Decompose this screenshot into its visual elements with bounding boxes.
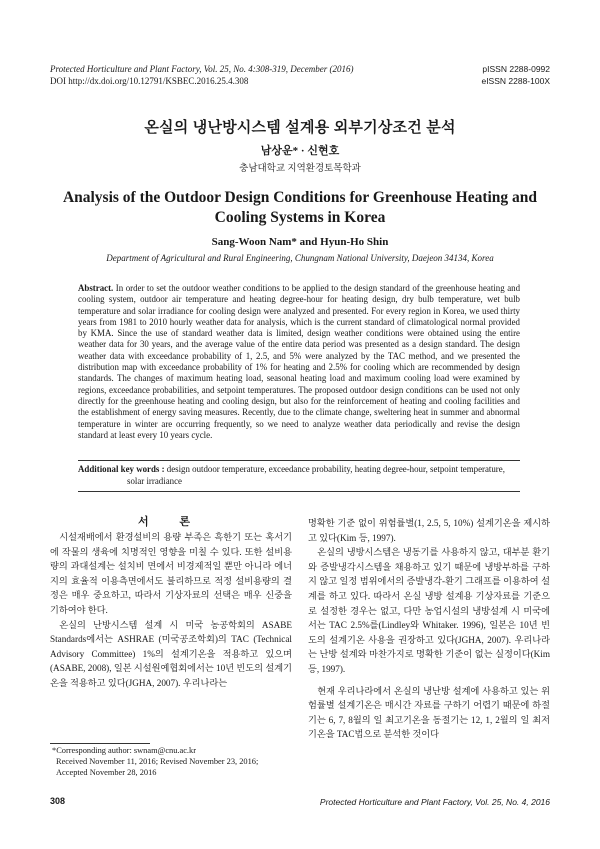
- keywords-line2: solar irradiance: [127, 475, 182, 486]
- abstract-label: Abstract.: [78, 283, 114, 293]
- left-paragraph-2: 온실의 난방시스템 설계 시 미국 농공학회의 ASABE Standards에서는 ASHRAE (미국공조학회)의 TAC (Technical Advisory Committee) 1%의 설계기온을 적용하고 있으며(ASABE, 2008), 일본 시설원예협회에서는 10년 빈도의 설계기온을 적용하고 있다(JGHA, 2007). 우리나라는: [50, 619, 292, 688]
- footnote: [52, 745, 258, 779]
- page-number: 308: [50, 796, 66, 806]
- left-column: [50, 530, 292, 691]
- english-affiliation: Department of Agricultural and Rural Engineering, Chungnam National University, Daejeon 34134, Korea: [106, 253, 494, 263]
- korean-affiliation: 충남대학교 지역환경토목학과: [239, 164, 361, 174]
- corresponding-author: *Corresponding author: swnam@cnu.ac.kr: [52, 746, 197, 755]
- eissn: eISSN 2288-100X: [481, 75, 550, 86]
- left-paragraph-1: 시설재배에서 환경설비의 용량 부족은 흑한기 또는 혹서기에 작물의 생육에 치명적인 영향을 미칠 수 있다. 또한 설비용량의 과대설계는 설치비 면에서 비경제적일 뿐만 아니라 에너지의 효율적 이용측면에서도 불리하므로 적정 설비용량의 결정은 매우 중요하고, 따라서 기상자료의 선택은 매우 신중을 기하여야 한다.: [50, 532, 292, 615]
- right-paragraph-3: 현재 우리나라에서 온실의 냉난방 설계에 사용하고 있는 위험률별 설계기온은 매시간 자료를 구하기 어렵기 때문에 하절기는 6, 7, 8월의 일 최고기온을 동절기는 12, 1, 2월의 일 최저기온을 TAC법으로 분석한 것이다: [308, 685, 550, 740]
- journal-citation: Protected Horticulture and Plant Factory, Vol. 25, No. 4:308-319, December (2016): [50, 64, 354, 74]
- abstract: [78, 283, 520, 441]
- pissn: pISSN 2288-0992: [482, 64, 550, 74]
- english-title: Analysis of the Outdoor Design Conditions for Greenhouse Heating and Cooling Systems in Korea: [62, 189, 538, 226]
- footer-journal: Protected Horticulture and Plant Factory, Vol. 25, No. 4, 2016: [319, 797, 550, 807]
- keywords-line1: design outdoor temperature, exceedance probability, heating degree-hour, setpoint temperature,: [166, 464, 505, 474]
- accepted-date: Accepted November 28, 2016: [56, 768, 157, 778]
- journal-header: [50, 64, 354, 87]
- keywords-bottom-rule: [78, 491, 520, 492]
- korean-authors: 남상운* · 신현호: [260, 145, 340, 157]
- issn-block: [481, 64, 550, 87]
- english-authors: Sang-Woon Nam* and Hyun-Ho Shin: [211, 236, 389, 248]
- abstract-text: In order to set the outdoor weather conditions to be applied to the design standard of the greenhouse heating and cooling system, outdoor air temperature and heating degree-hour for heating design, dry bulb temperature, wet bulb temperature and solar irradiance for cooling design were analyzed and presented. For every region in Korea, we used thirty years from 1981 to 2010 hourly weather data for analysis, which is the current standard of climatological normal provided by KMA. Since the use of standard weather data is limited, design weather conditions were obtained using the entire weather data for 30 years, and the average value of the entire data period was presented as a design standard. The design weather data with exceedance probability of 1, 2.5, and 5% were analyzed by the TAC method, and we presented the distribution map with exceedance probability of 1% for heating and 2.5% for cooling which are recommended by design standards. The changes of maximum heating load, seasonal heating load and maximum cooling load were examined by regions, exceedance probabilities, and setpoint temperatures. The proposed outdoor design conditions can be used not only directly for the greenhouse heating and cooling design, but also for the reinforcement of heating and cooling facilities and the establishment of energy saving measures. Recently, due to the climate change, sweltering heat in summer and abnormal temperature in winter are occurring frequently, so we need to analyze weather data periodically and revise the design standard at least every 10 years cycle.: [78, 283, 521, 440]
- section-heading: 서 론: [137, 516, 204, 528]
- keywords: [78, 464, 520, 487]
- right-column: [308, 516, 550, 742]
- korean-title: 온실의 냉난방시스템 설계용 외부기상조건 분석: [144, 119, 456, 136]
- keywords-label: Additional key words :: [78, 464, 165, 474]
- doi-line: DOI http://dx.doi.org/10.12791/KSBEC.2016.25.4.308: [50, 75, 249, 86]
- right-paragraph-1: 명확한 기준 없이 위험률별(1, 2.5, 5, 10%) 설계기온을 제시하고 있다(Kim 등, 1997).: [308, 518, 550, 543]
- footnote-rule: [50, 743, 150, 744]
- right-paragraph-2: 온실의 냉방시스템은 냉동기를 사용하지 않고, 대부분 환기와 증발냉각시스템을 채용하고 있기 때문에 냉방부하를 구하지 않고 일정 범위에서의 증발냉각-환기 그래프를 이용하여 설계를 하고 있다. 따라서 온실 냉방 설계용 기상자료를 기준으로 설정한 경우는 없고, 다만 농업시설의 냉방설계 시 미국에서는 TAC 2.5%를(Lindley와 Whitaker. 1996), 일본은 10년 빈도의 설계기온 사용을 권장하고 있다(JGHA, 2007). 우리나라는 난방 설계와 마찬가지로 명확한 기준이 없는 실정이다(Kim 등, 1997).: [308, 547, 550, 674]
- keywords-top-rule: [78, 460, 520, 461]
- received-dates: Received November 11, 2016; Revised November 23, 2016;: [56, 757, 259, 767]
